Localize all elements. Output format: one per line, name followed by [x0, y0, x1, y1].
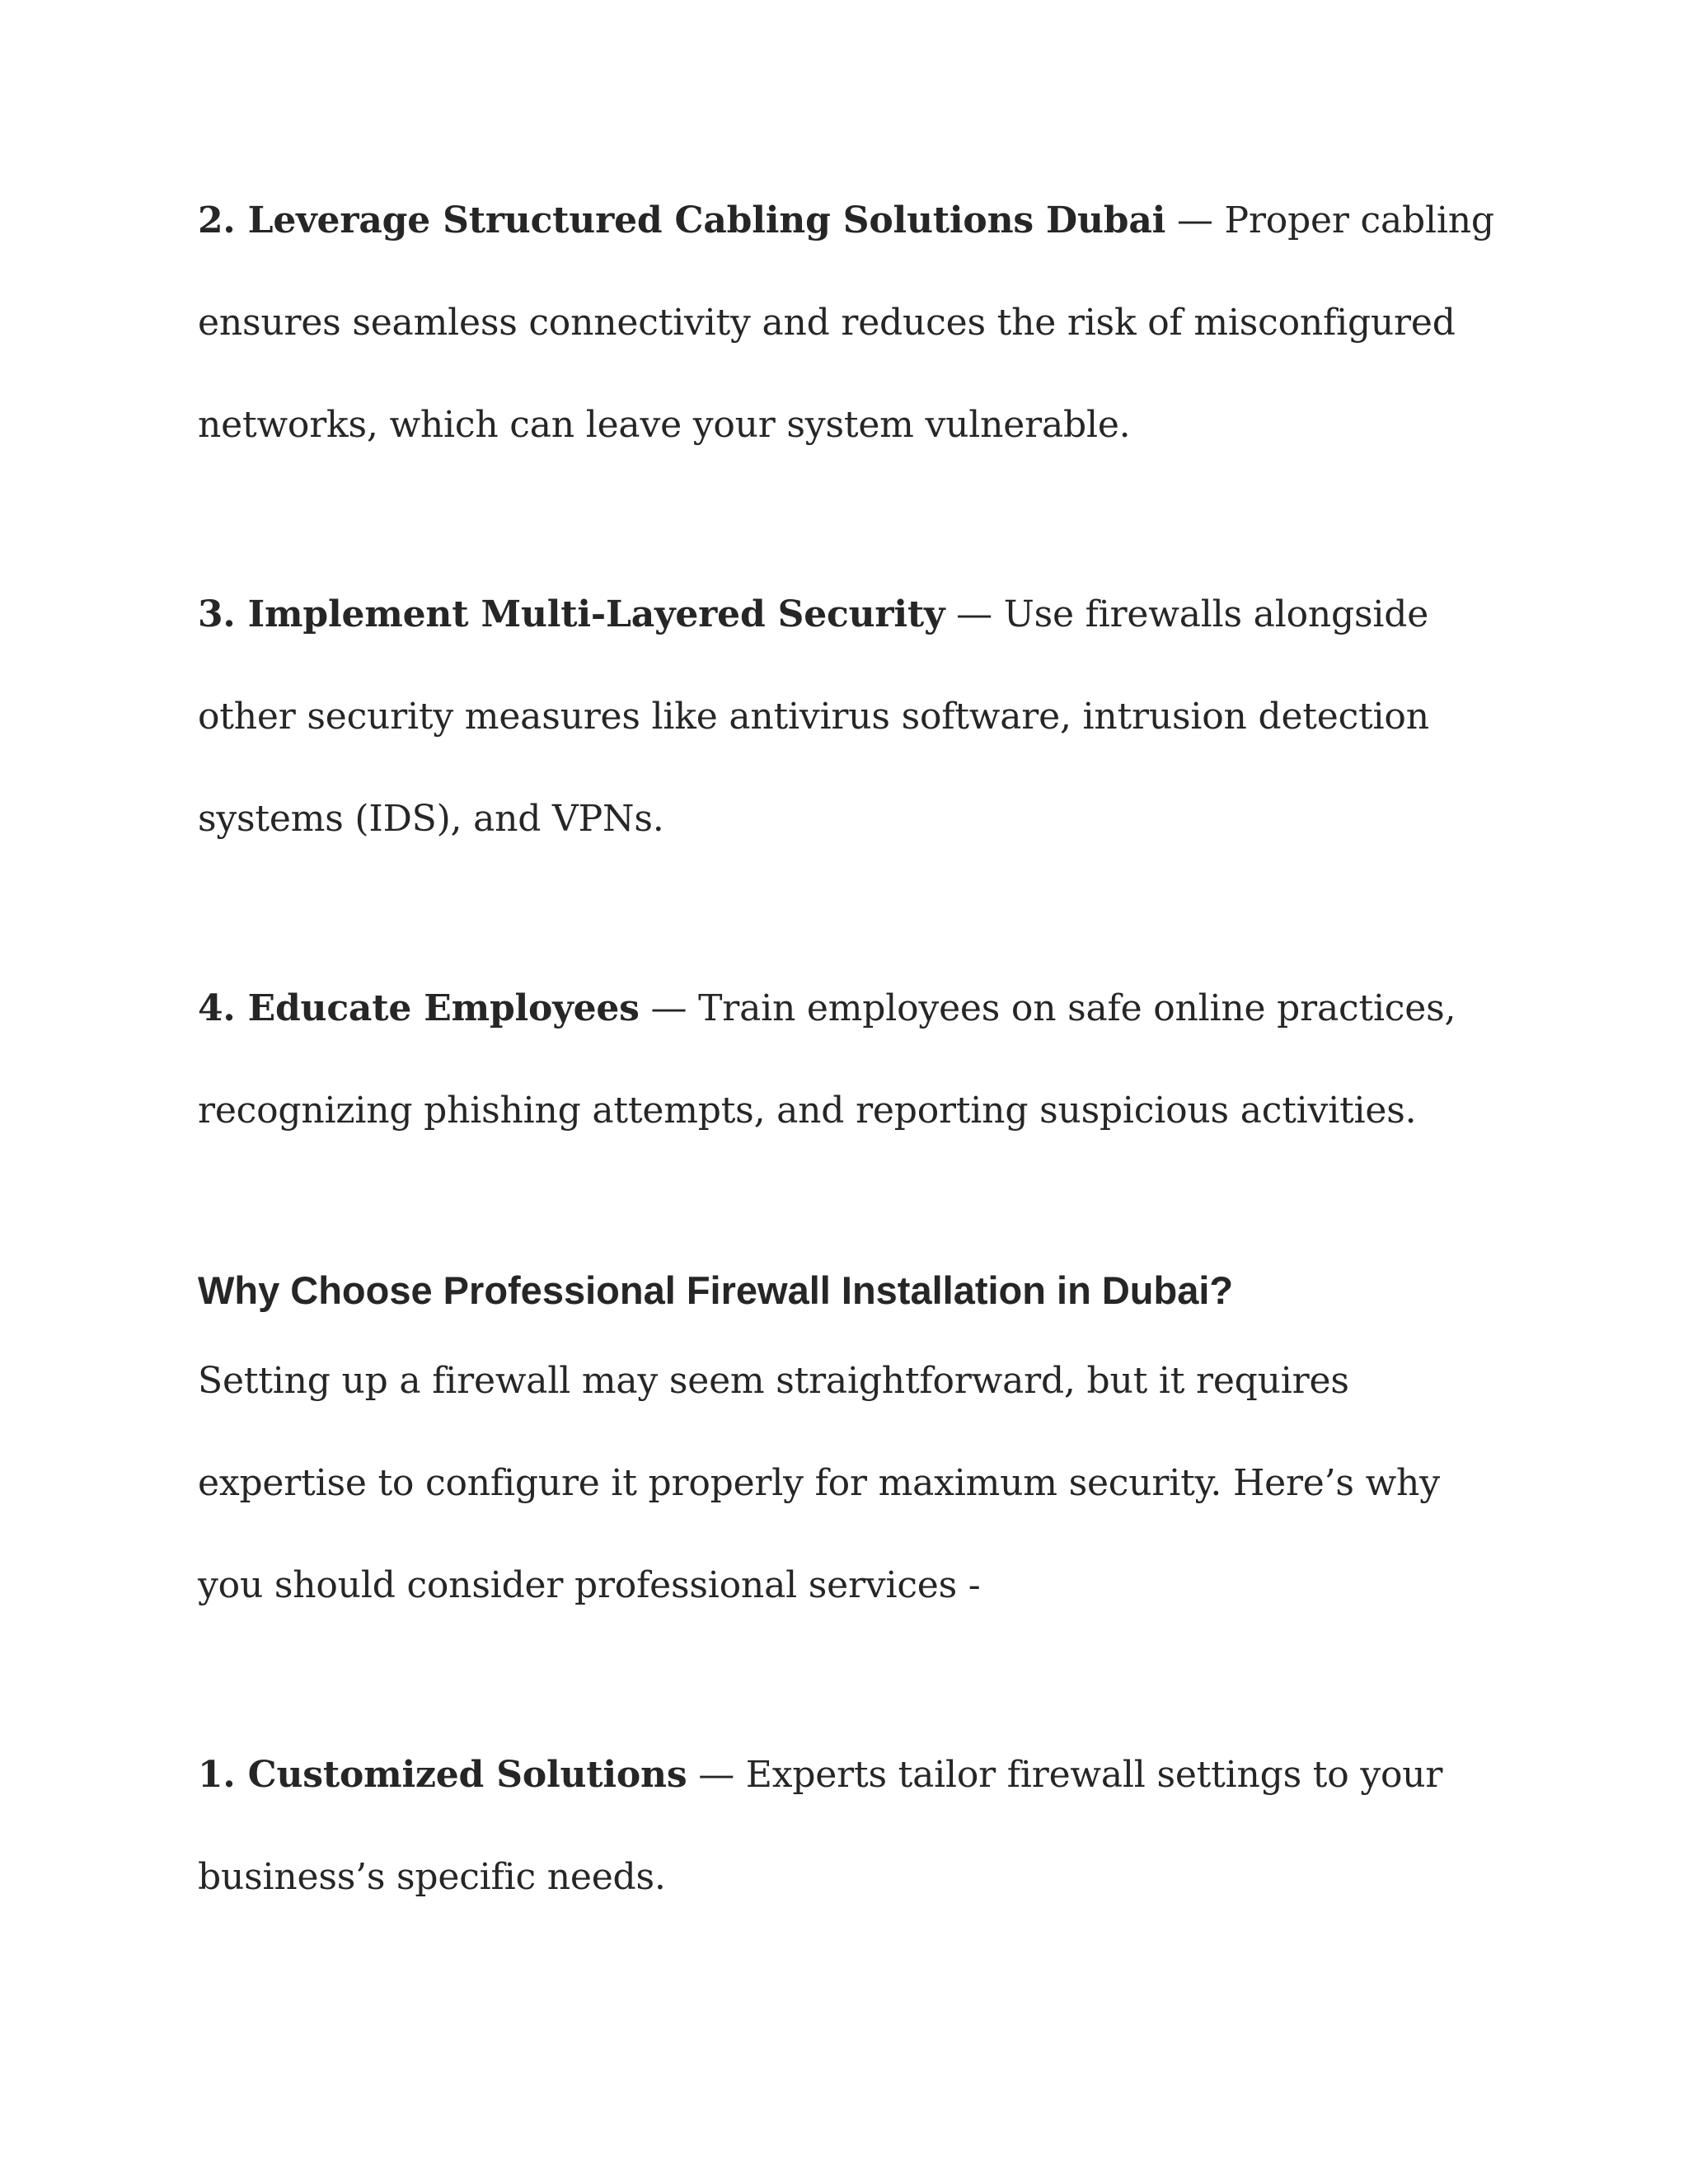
reason-paragraph-customized-solutions	[198, 1724, 1508, 1929]
reason-title: 1. Customized Solutions	[198, 1754, 687, 1796]
section-heading: Why Choose Professional Firewall Installation in Dubai?	[198, 1268, 1234, 1312]
tip-title: 4. Educate Employees	[198, 987, 640, 1029]
section-intro-paragraph: Setting up a firewall may seem straightforward, but it requires expertise to configure it properly for maximum security. Here’s why you should consider professional services -	[198, 1360, 1440, 1606]
reason-text: — Experts tailor firewall settings to your business’s specific needs.	[198, 1754, 1443, 1898]
tip-title: 2. Leverage Structured Cabling Solutions Dubai	[198, 199, 1166, 241]
tip-text: — Use firewalls alongside other security measures like antivirus software, intrusion detection systems (IDS), and VPNs.	[198, 593, 1429, 840]
tip-paragraph-structured-cabling	[198, 170, 1508, 476]
tip-paragraph-educate-employees	[198, 958, 1508, 1162]
tip-title: 3. Implement Multi-Layered Security	[198, 593, 945, 635]
tip-text: — Train employees on safe online practices, recognizing phishing attempts, and reporting suspicious activities.	[198, 987, 1456, 1132]
tip-text: — Proper cabling ensures seamless connectivity and reduces the risk of misconfigured networks, which can leave your system vulnerable.	[198, 199, 1494, 446]
tip-paragraph-multi-layered-security	[198, 564, 1508, 870]
